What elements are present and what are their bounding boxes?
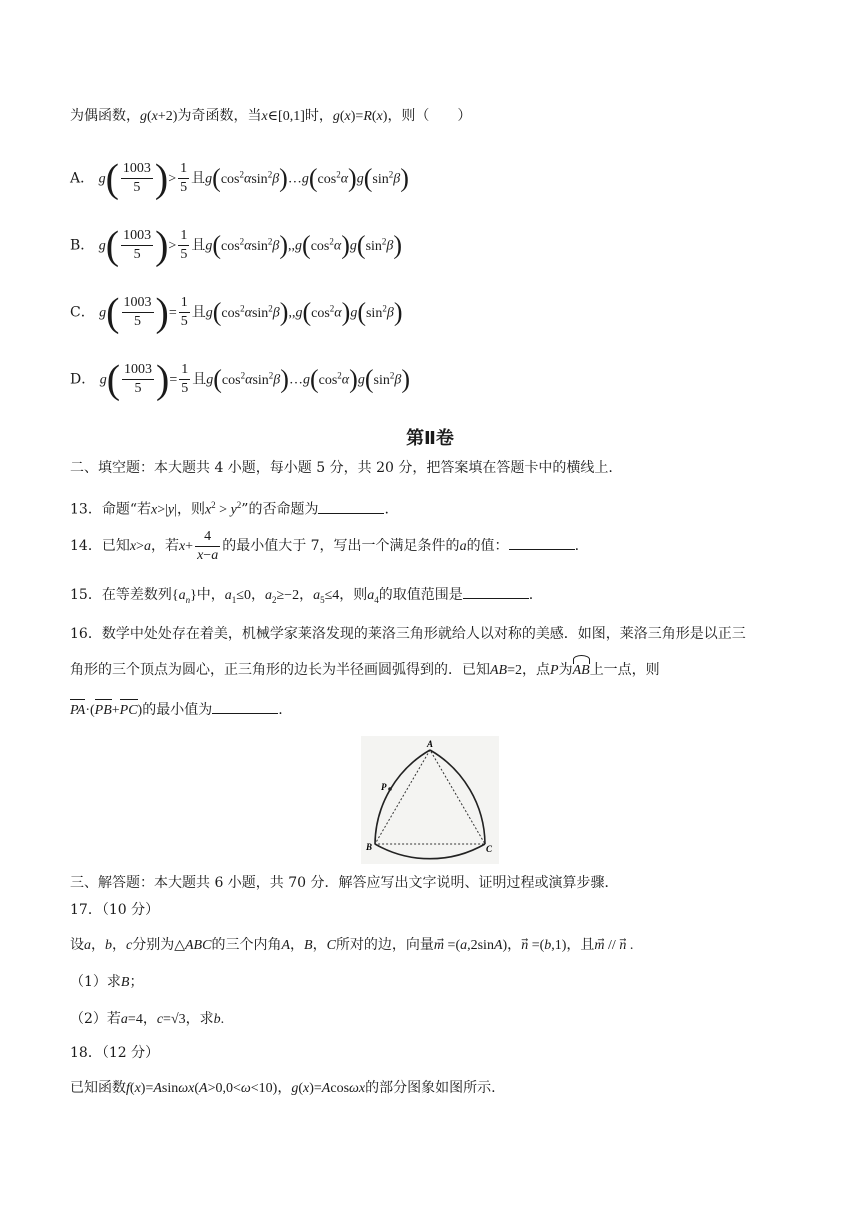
question-13: 13．命题“若x>|y|，则$x^2 > y^2$”的否命题为 .: [70, 500, 389, 518]
section-title: 第Ⅱ卷: [406, 428, 454, 449]
question-18-stem: 已知函数f(x)=Asinωx(A>0,0<ω<10)，g(x)=Acosωx的部分图象如图所示.: [70, 1080, 496, 1096]
choice-relation: >: [168, 238, 177, 254]
point-p: [388, 787, 392, 791]
reuleaux-triangle-figure: [361, 736, 499, 864]
question-16-line1: 16．数学中处处存在着美，机械学家莱洛发现的莱洛三角形就给人以对称的美感．如图，莱洛三角形是以正三: [70, 626, 746, 642]
question-18-head: 18．（12 分）: [70, 1045, 160, 1061]
question-14: 14．已知x>a，若x+ $\frac{4}{x-a}$ 的最小值大于 7，写出一个满足条件的a的值： .: [70, 528, 580, 563]
question-17-head: 17．（10 分）: [70, 902, 160, 918]
choice-compare: …: [287, 171, 302, 187]
label-c: C: [486, 844, 493, 854]
choice-letter: B．: [70, 237, 95, 254]
choice-letter: C．: [70, 304, 95, 321]
q12-text-then: ，则（ ）: [387, 108, 472, 124]
choice-letter: A．: [70, 170, 95, 187]
choice-b: B． g( $\frac{1003}{5}$ )> $\frac{1}{5}$ 且$g(\cos^2\alpha\sin^2\beta),,g(\cos^2\alpha)g(\sin^2\beta)$: [70, 222, 403, 268]
answer-blank[interactable]: [318, 499, 384, 514]
label-b: B: [366, 842, 373, 852]
choice-c: C． g( $\frac{1003}{5}$ )= $\frac{1}{5}$ 且$g(\cos^2\alpha\sin^2\beta),,g(\cos^2\alpha)g(\sin^2\beta)$: [70, 289, 403, 335]
choice-compare: ,,: [288, 238, 296, 254]
answer-blank[interactable]: [463, 584, 529, 599]
choice-compare: …: [288, 372, 303, 388]
choice-d: D． g( $\frac{1003}{5}$ )= $\frac{1}{5}$ 且$g(\cos^2\alpha\sin^2\beta)\dots g(\cos^2\alpha)g(\sin^2\beta)$: [70, 356, 410, 402]
question-17-sub2: （2）若a=4，c=√3，求b.: [70, 1011, 225, 1027]
arc-bc: [375, 844, 485, 859]
choice-relation: =: [168, 305, 177, 321]
answer-blank[interactable]: [212, 699, 278, 714]
part3-header: 三、解答题：本大题共 6 小题，共 70 分．解答应写出文字说明、证明过程或演算步骤．: [70, 875, 619, 891]
q12-text-odd: 为奇函数，当: [177, 108, 262, 124]
label-p: P: [381, 782, 387, 792]
q12-text-when: 时，: [304, 108, 333, 124]
q12-continuation-line: 为偶函数，g(x+2)为奇函数，当x∈[0,1]时，g(x)=R(x)，则（ ）: [70, 108, 472, 124]
choice-relation: >: [168, 171, 177, 187]
question-17-stem: 设a，b，c分别为△ABC的三个内角A，B，C所对的边，向量m⃗ =(a,2sinA)，n⃗ =(b,1)，且m⃗ // n⃗ .: [70, 937, 634, 953]
part2-header: 二、填空题：本大题共 4 小题，每小题 5 分，共 20 分，把答案填在答题卡中的横线上.: [70, 460, 613, 476]
answer-blank[interactable]: [509, 535, 575, 550]
choice-letter: D．: [70, 371, 96, 388]
question-15: 15．在等差数列$\{a_n\}$中，$a_1\le 0$，$a_2\ge-2$，$a_5\le 4$，则$a_4$的取值范围是 .: [70, 584, 533, 610]
inner-triangle: [375, 750, 485, 844]
question-17-sub1: （1）求B；: [70, 974, 144, 990]
choice-relation: =: [169, 372, 178, 388]
question-16-line3: PA·(PB+PC)的最小值为 .: [70, 699, 283, 721]
label-a: A: [427, 739, 434, 749]
choice-compare: ,,: [288, 305, 296, 321]
q12-text-even: 为偶函数，: [70, 108, 140, 124]
choice-a: A． g( $\frac{1003}{5}$ )> $\frac{1}{5}$ 且$g(\cos^2\alpha\sin^2\beta)\dots g(\cos^2\alpha)g(\sin^2\beta)$: [70, 155, 409, 201]
question-16-line2: 角形的三个顶点为圆心，正三角形的边长为半径画圆弧得到的．已知AB=2，点P为AB上一点，则: [70, 660, 660, 681]
